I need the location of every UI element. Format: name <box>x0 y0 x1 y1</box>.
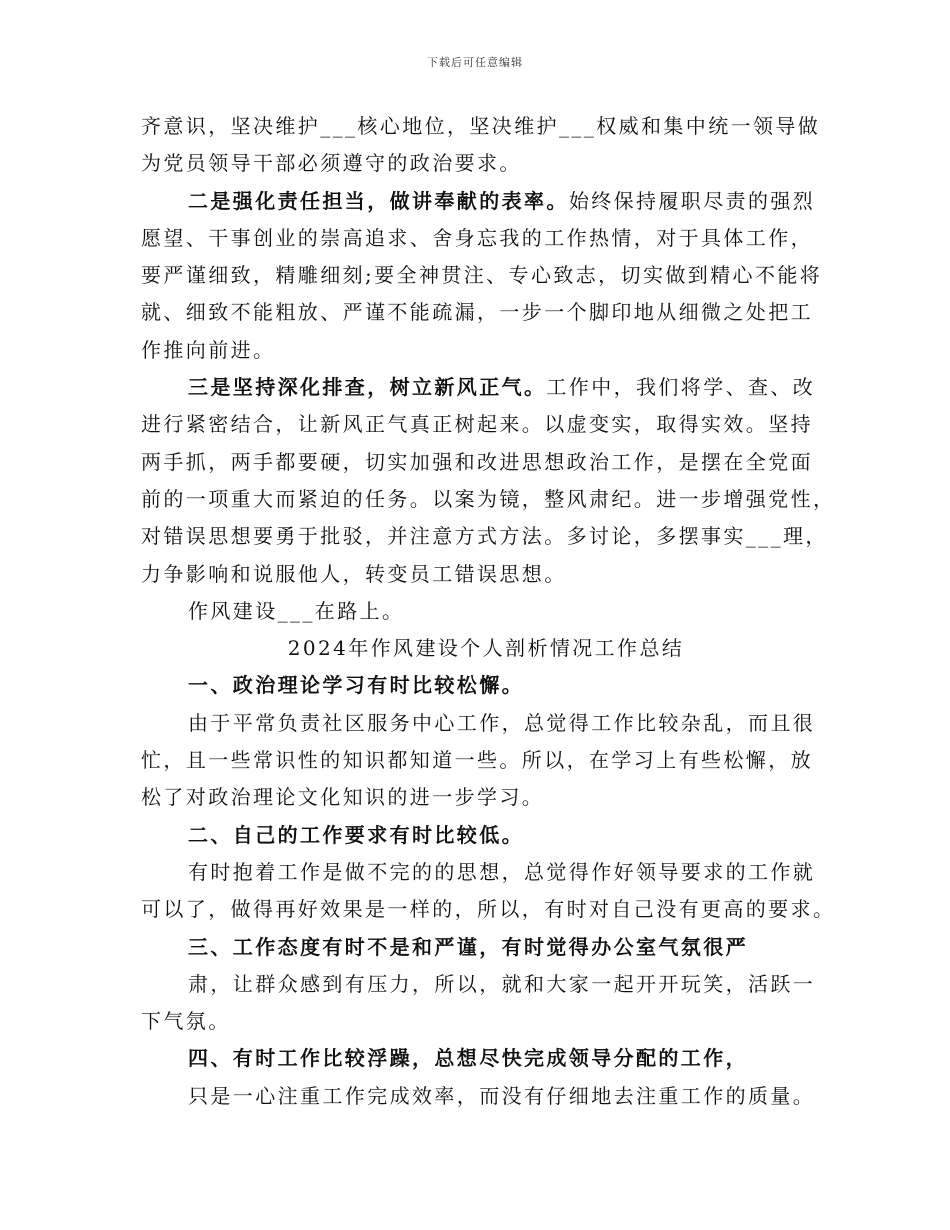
document-title: 2024年作风建设个人剖析情况工作总结 <box>287 636 685 661</box>
page-header: 下载后可任意编辑 <box>427 56 523 69</box>
paragraph-line: 下气氛。 <box>141 1009 231 1034</box>
paragraph-first-line <box>141 183 831 220</box>
paragraph-line: 可以了，做得再好效果是一样的，所以，有时对自己没有更高的要求。 <box>141 897 836 922</box>
paragraph-line: 肃，让群众感到有压力，所以，就和大家一起开开玩笑，活跃一 <box>188 971 816 996</box>
paragraph-line: 作推向前进。 <box>141 337 276 362</box>
section-heading: 一、政治理论学习有时比较松懈。 <box>188 673 524 698</box>
paragraph-line: 两手抓，两手都要硬，切实加强和改进思想政治工作，是摆在全党面 <box>141 449 813 474</box>
paragraph-line: 松了对政治理论文化知识的进一步学习。 <box>141 785 545 810</box>
paragraph-first-line <box>141 369 831 406</box>
paragraph-line: 就、细致不能粗放、严谨不能疏漏，一步一个脚印地从细微之处把工 <box>141 300 813 325</box>
section-heading: 二、自己的工作要求有时比较低。 <box>188 822 524 847</box>
paragraph-lead-bold: 三是坚持深化排查，树立新风正气。 <box>188 375 547 400</box>
section-heading: 三、工作态度有时不是和严谨，有时觉得办公室气氛很严 <box>188 934 748 959</box>
paragraph-line: 对错误思想要勇于批驳，并注意方式方法。多讨论，多摆事实___理， <box>141 524 828 549</box>
paragraph-line: 前的一项重大而紧迫的任务。以案为镜，整风肃纪。进一步增强党性， <box>141 486 836 511</box>
paragraph-line: 只是一心注重工作完成效率，而没有仔细地去注重工作的质量。 <box>188 1083 816 1108</box>
paragraph-line: 进行紧密结合，让新风正气真正树起来。以虚变实，取得实效。坚持 <box>141 412 813 437</box>
paragraph-text: 工作中，我们将学、查、改 <box>546 375 816 400</box>
paragraph-line: 由于平常负责社区服务中心工作，总觉得工作比较杂乱，而且很 <box>188 710 816 735</box>
paragraph-line: 齐意识，坚决维护___核心地位，坚决维护___权威和集中统一领导做 <box>141 114 821 138</box>
paragraph-line: 作风建设___在路上。 <box>188 598 405 623</box>
paragraph-line: 力争影响和说服他人，转变员工错误思想。 <box>141 561 567 586</box>
paragraph-line: 为党员领导干部必须遵守的政治要求。 <box>141 151 522 176</box>
paragraph-line: 要严谨细致，精雕细刻;要全神贯注、专心致志，切实做到精心不能将 <box>141 263 823 288</box>
paragraph-line: 愿望、干事创业的崇高追求、舍身忘我的工作热情，对于具体工作， <box>141 225 813 250</box>
section-heading: 四、有时工作比较浮躁，总想尽快完成领导分配的工作， <box>188 1046 748 1071</box>
paragraph-text: 始终保持履职尽责的强烈 <box>568 188 816 213</box>
document-body <box>141 108 836 1115</box>
paragraph-line: 忙，且一些常识性的知识都知道一些。所以，在学习上有些松懈，放 <box>141 748 813 773</box>
paragraph-line: 有时抱着工作是做不完的的思想，总觉得作好领导要求的工作就 <box>188 859 816 884</box>
paragraph-lead-bold: 二是强化责任担当，做讲奉献的表率。 <box>188 188 569 213</box>
